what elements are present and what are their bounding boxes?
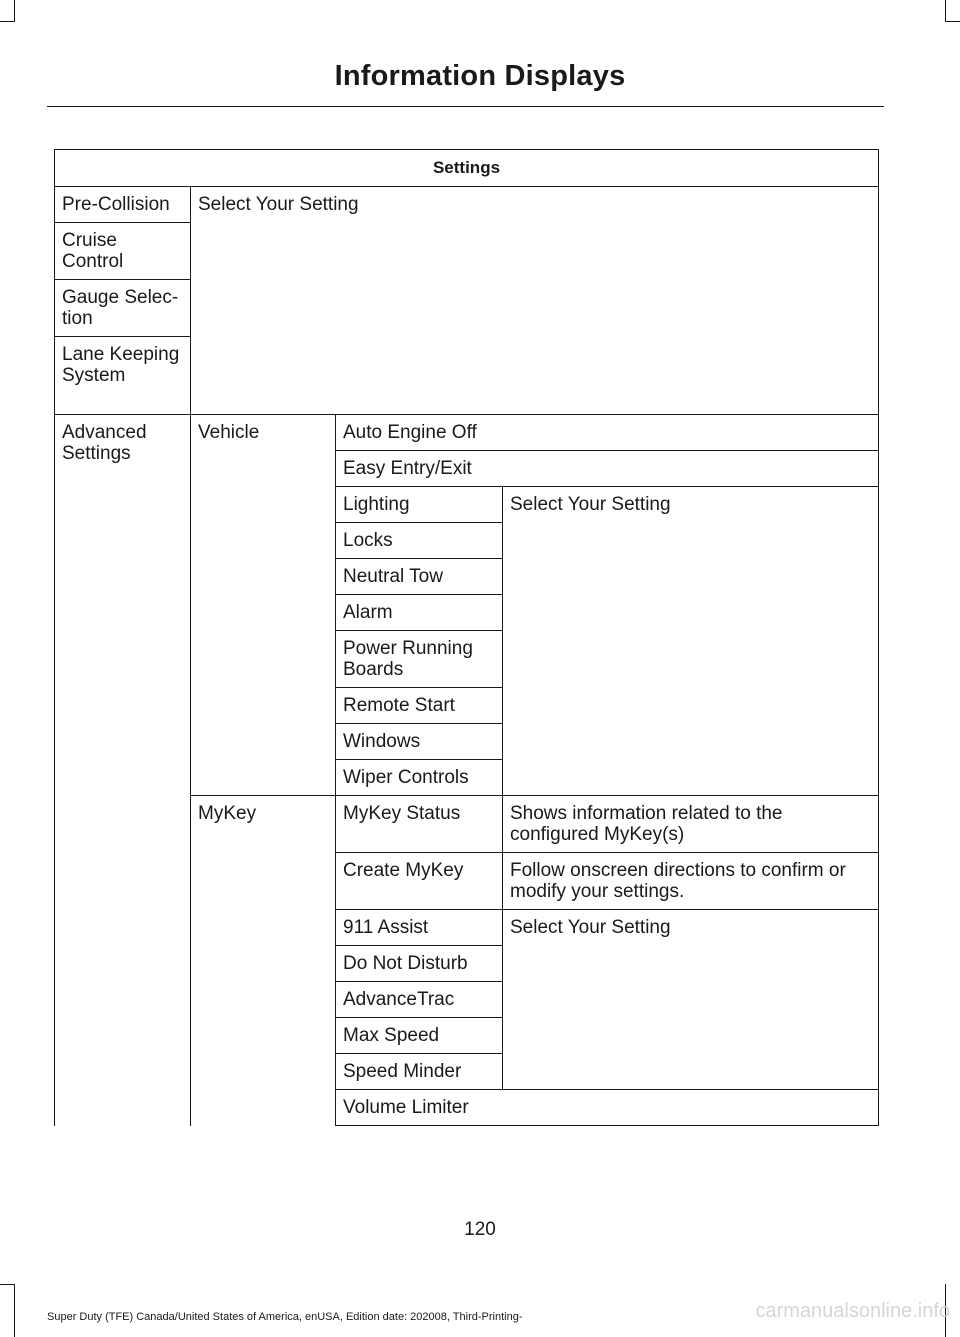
911-assist-cell: 911 Assist <box>336 910 503 946</box>
table-heading: Settings <box>55 150 879 187</box>
do-not-disturb-cell: Do Not Disturb <box>336 946 503 982</box>
speed-minder-cell: Speed Minder <box>336 1054 503 1090</box>
create-mykey-cell: Create MyKey <box>336 853 503 910</box>
locks-cell: Locks <box>336 523 503 559</box>
page-title: Information Displays <box>334 60 626 92</box>
vehicle-select-setting-cell: Select Your Setting <box>503 487 879 796</box>
cruise-control-cell: Cruise Control <box>55 223 191 280</box>
windows-cell: Windows <box>336 724 503 760</box>
settings-table <box>54 149 879 1126</box>
advanced-settings-cell: Advanced Settings <box>55 415 191 1126</box>
remote-start-cell: Remote Start <box>336 688 503 724</box>
watermark: carmanualsonline.info <box>755 1300 950 1322</box>
crop-mark <box>14 1284 15 1337</box>
neutral-tow-cell: Neutral Tow <box>336 559 503 595</box>
create-mykey-desc-cell: Follow onscreen directions to confirm or modify your settings. <box>503 853 879 910</box>
wiper-controls-cell: Wiper Controls <box>336 760 503 796</box>
crop-mark <box>945 0 946 21</box>
crop-mark <box>0 1284 15 1285</box>
pre-collision-cell: Pre-Collision <box>55 187 191 223</box>
crop-mark <box>14 0 15 21</box>
max-speed-cell: Max Speed <box>336 1018 503 1054</box>
lighting-cell: Lighting <box>336 487 503 523</box>
mykey-select-setting-cell: Select Your Setting <box>503 910 879 1090</box>
crop-mark <box>0 21 15 22</box>
alarm-cell: Alarm <box>336 595 503 631</box>
footer-edition-info: Super Duty (TFE) Canada/United States of America, enUSA, Edition date: 202008, Third-Printing- <box>47 1311 523 1323</box>
advancetrac-cell: AdvanceTrac <box>336 982 503 1018</box>
lane-keeping-system-cell: Lane Keeping System <box>55 337 191 415</box>
gauge-selection-cell: Gauge Selec- tion <box>55 280 191 337</box>
select-your-setting-cell: Select Your Setting <box>191 187 879 415</box>
mykey-cell: MyKey <box>191 796 336 1126</box>
title-divider <box>47 106 884 107</box>
page-number: 120 <box>464 1219 496 1240</box>
crop-mark <box>945 21 960 22</box>
volume-limiter-cell: Volume Limiter <box>336 1090 879 1126</box>
vehicle-cell: Vehicle <box>191 415 336 796</box>
auto-engine-off-cell: Auto Engine Off <box>336 415 879 451</box>
mykey-status-cell: MyKey Status <box>336 796 503 853</box>
mykey-status-desc-cell: Shows information related to the configured MyKey(s) <box>503 796 879 853</box>
easy-entry-exit-cell: Easy Entry/Exit <box>336 451 879 487</box>
power-running-boards-cell: Power Running Boards <box>336 631 503 688</box>
